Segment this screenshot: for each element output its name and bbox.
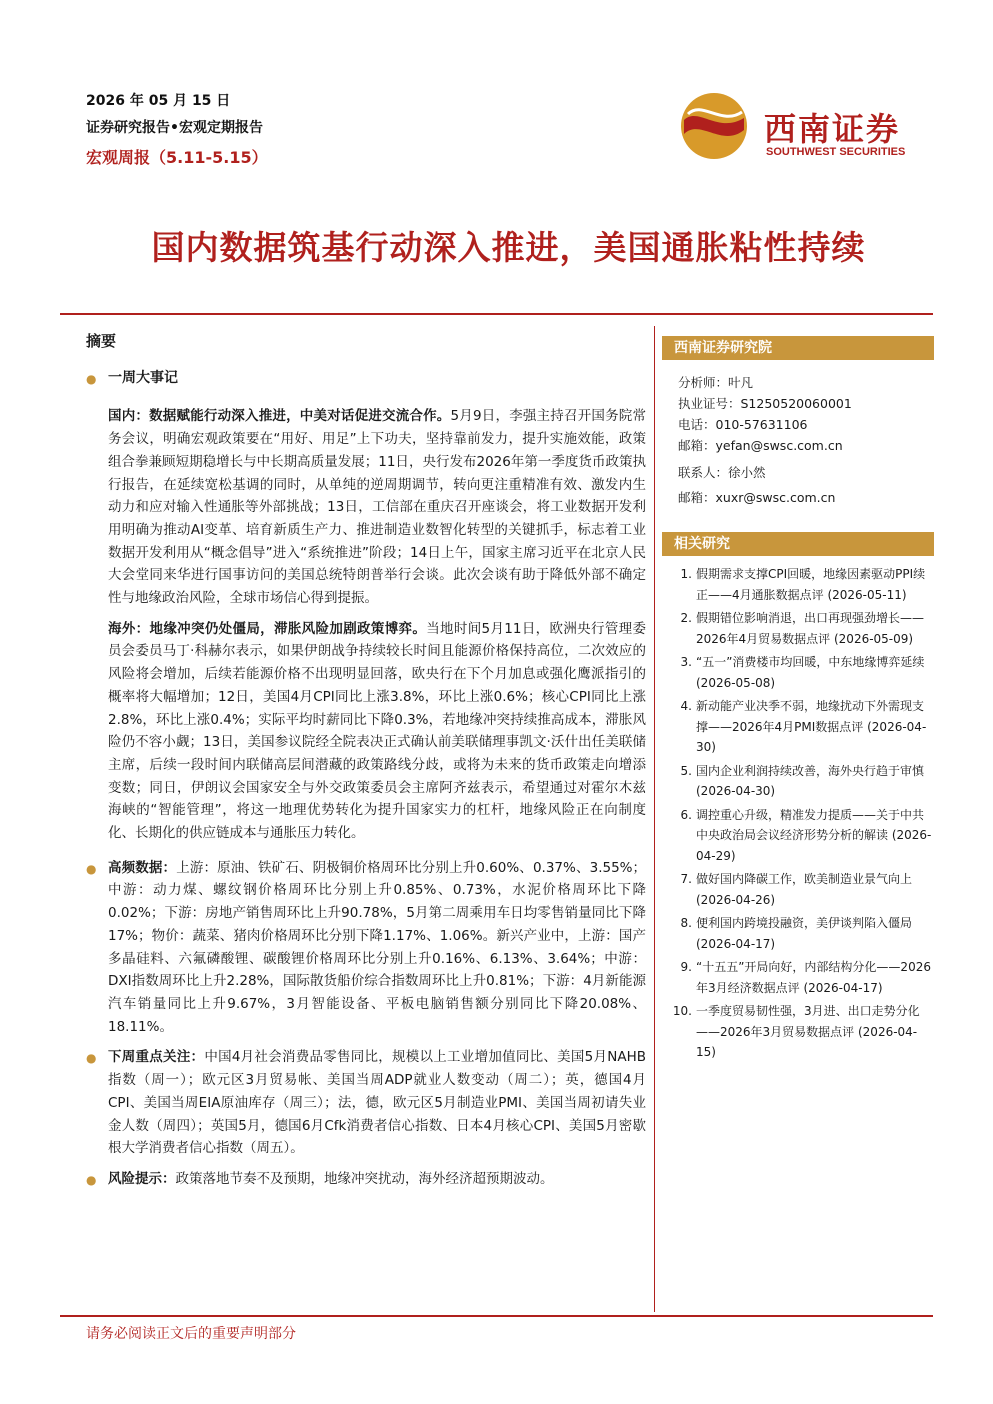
related-item-text: 做好国内降碳工作，欧美制造业景气向上 (2026-04-26) xyxy=(696,872,913,907)
related-item-number: 7. xyxy=(680,872,692,886)
related-item-text: 国内企业利润持续改善，海外央行趋于审慎 (2026-04-30) xyxy=(696,763,925,798)
analyst-phone: 电话：010-57631106 xyxy=(678,417,808,432)
analyst-license: 执业证号：S1250520060001 xyxy=(678,396,852,411)
domestic-lead: 国内：数据赋能行动深入推进，中美对话促进交流合作。 xyxy=(108,408,451,425)
abstract-section xyxy=(86,330,646,1192)
related-item-number: 2. xyxy=(680,611,692,625)
related-item[interactable] xyxy=(662,1001,934,1063)
related-item[interactable] xyxy=(662,608,934,649)
related-item[interactable] xyxy=(662,761,934,802)
domestic-body: 5月9日，李强主持召开国务院常务会议，明确宏观政策要在“用好、用足”上下功夫，坚持靠前发力，提升实施效能，政策组合拳兼顾短期稳增长与中长期高质量发展；11日，央行发布2026年第一季度货币政策执行报告，在延续宽松基调的同时，从单纯的逆周期调节，转向更注重精准有效、激发内生动力和应对输入性通胀等外部挑战；13日，工信部在重庆召开座谈会，将工业数据开发利用明确为推动AI变革、培育新质生产力、推进制造业数智化转型的关键抓手，标志着工业数据开发利用从“概念倡导”进入“系统推进”阶段；14日上午，国家主席习近平在北京人民大会堂同来华进行国事访问的美国总统特朗普举行会谈。此次会谈有助于降低外部不确定性与地缘政治风险，全球市场信心得到提振。 xyxy=(108,408,646,607)
related-item[interactable] xyxy=(662,869,934,910)
week-events-heading: 一周大事记 xyxy=(108,369,178,386)
analyst-name: 分析师：叶凡 xyxy=(678,375,754,390)
hf-body: 上游：原油、铁矿石、阴极铜价格周环比分别上升0.60%、0.37%、3.55%；中游：动力煤、螺纹钢价格周环比分别上升0.85%、0.73%，水泥价格周环比下降0.02%；下游：房地产销售周环比上升90.78%，5月第二周乘用车日均零售销量同比下降17%；物价：蔬菜、猪肉价格周环比分别下降1.17%、1.06%。新兴产业中，上游：国产多晶硅料、六氟磷酸锂、碳酸锂价格周环比分别上升0.16%、6.13%、3.64%；中游：DXI指数周环比上升2.28%，国际散货船价综合指数周环比上升0.81%；下游：4月新能源汽车销量同比上升9.67%，3月智能设备、平板电脑销售额分别同比下降20.08%、18.11%。 xyxy=(108,859,646,1035)
overseas-body: 当地时间5月11日，欧洲央行管理委员会委员马丁·科赫尔表示，如果伊朗战争持续较长时间且能源价格保持高位，二次效应的风险将会增加，后续若能源价格不出现明显回落，欧央行在下个月加息或强化鹰派指引的概率将大幅增加；12日，美国4月CPI同比上涨3.8%，环比上涨0.6%；核心CPI同比上涨2.8%，环比上涨0.4%；实际平均时薪同比下降0.3%，若地缘冲突持续推高成本，滞胀风险仍不容小觑；13日，美国参议院经全院表决正式确认前美联储理事凯文·沃什出任美联储主席，后续一段时间内联储高层间潜藏的政策路线分歧，或将为未来的货币政策走向增添变数；同日，伊朗议会国家安全与外交政策委员会主席阿齐兹表示，希望通过对霍尔木兹海峡的“智能管理”，将这一地理优势转化为提升国家实力的杠杆，地缘风险正在向制度化、长期化的供应链成本与通胀压力转化。 xyxy=(108,620,646,842)
analyst-email[interactable]: 邮箱：yefan@swsc.com.cn xyxy=(678,438,843,453)
report-date: 2026 年 05 月 15 日 xyxy=(86,93,231,109)
next-week-item xyxy=(86,1046,646,1160)
risk-lead: 风险提示： xyxy=(108,1170,176,1187)
related-title: 相关研究 xyxy=(662,532,934,556)
next-week-lead: 下周重点关注： xyxy=(108,1049,205,1066)
top-divider xyxy=(60,313,933,315)
related-item[interactable] xyxy=(662,805,934,867)
related-item[interactable] xyxy=(662,564,934,605)
institute-title: 西南证券研究院 xyxy=(662,336,934,360)
footer-disclaimer: 请务必阅读正文后的重要声明部分 xyxy=(86,1326,296,1342)
related-item-text: “五一”消费楼市均回暖，中东地缘博弈延续 (2026-05-08) xyxy=(696,655,925,690)
domestic-paragraph xyxy=(108,405,646,609)
related-item-text: 调控重心升级，精准发力提质——关于中共中央政治局会议经济形势分析的解读 (2026-04-29) xyxy=(696,807,932,863)
related-item-number: 10. xyxy=(672,1004,692,1018)
related-item-text: 一季度贸易韧性强，3月进、出口走势分化——2026年3月贸易数据点评 (2026-04-15) xyxy=(696,1004,920,1059)
bullet-icon: ● xyxy=(86,1172,97,1187)
related-item-text: 假期错位影响消退，出口再现强劲增长——2026年4月贸易数据点评 (2026-05-09) xyxy=(696,611,925,646)
report-type: 证券研究报告•宏观定期报告 xyxy=(86,120,263,136)
bullet-icon: ● xyxy=(86,1051,97,1066)
related-item-number: 6. xyxy=(680,807,692,822)
related-item[interactable] xyxy=(662,913,934,954)
related-research-panel xyxy=(662,532,934,1066)
related-item[interactable] xyxy=(662,696,934,758)
logo-name-cn: 西南证券 xyxy=(764,110,901,148)
overseas-lead: 海外：地缘冲突仍处僵局，滞胀风险加剧政策博弈。 xyxy=(108,620,427,637)
related-item-number: 1. xyxy=(680,567,692,581)
related-item-number: 9. xyxy=(680,960,692,974)
related-item-text: 假期需求支撑CPI回暖，地缘因素驱动PPI续正——4月通胀数据点评 (2026-05-11) xyxy=(696,567,926,602)
related-item-number: 8. xyxy=(680,916,692,930)
analyst-panel xyxy=(662,336,934,508)
abstract-heading: 摘要 xyxy=(86,332,117,350)
company-logo xyxy=(678,88,928,168)
related-item-text: “十五五”开局向好，内部结构分化——2026年3月经济数据点评 (2026-04-17) xyxy=(696,960,931,995)
risk-body: 政策落地节奏不及预期，地缘冲突扰动，海外经济超预期波动。 xyxy=(175,1170,554,1187)
week-events-heading-row xyxy=(86,367,646,398)
contact-name: 联系人：徐小然 xyxy=(678,465,766,480)
column-divider xyxy=(654,326,655,1312)
related-item[interactable] xyxy=(662,652,934,693)
related-item-text: 便利国内跨境投融资，美伊谈判陷入僵局 (2026-04-17) xyxy=(696,916,913,951)
contact-email[interactable]: 邮箱：xuxr@swsc.com.cn xyxy=(678,490,836,505)
risk-item xyxy=(86,1168,646,1192)
related-item-number: 3. xyxy=(680,655,692,669)
overseas-paragraph xyxy=(108,618,646,845)
report-title: 国内数据筑基行动深入推进，美国通胀粘性持续 xyxy=(151,228,866,267)
bullet-icon: ● xyxy=(86,371,97,386)
hf-item xyxy=(86,857,646,1039)
analyst-info xyxy=(662,360,934,508)
related-item-number: 4. xyxy=(680,699,692,713)
related-item-number: 5. xyxy=(680,763,692,778)
logo-emblem-icon xyxy=(678,90,750,162)
logo-name-en: SOUTHWEST SECURITIES xyxy=(766,146,906,158)
related-list xyxy=(662,556,934,1063)
bullet-icon: ● xyxy=(86,861,97,876)
related-item-text: 新动能产业决季不弱，地缘扰动下外需现支撑——2026年4月PMI数据点评 (2026-04-30) xyxy=(696,699,927,754)
bottom-divider xyxy=(60,1315,933,1317)
weekly-label: 宏观周报（5.11-5.15） xyxy=(86,148,268,167)
next-week-body: 中国4月社会消费品零售同比，规模以上工业增加值同比、美国5月NAHB指数（周一）；欧元区3月贸易帐、美国当周ADP就业人数变动（周二）；英，德国4月CPI、美国当周EIA原油库存（周三）；法，德，欧元区5月制造业PMI、美国当周初请失业金人数（周四）；英国5月，德国6月Cfk消费者信心指数、日本4月核心CPI、美国5月密歇根大学消费者信心指数（周五）。 xyxy=(108,1049,646,1157)
hf-lead: 高频数据： xyxy=(108,859,177,876)
related-item[interactable] xyxy=(662,957,934,998)
